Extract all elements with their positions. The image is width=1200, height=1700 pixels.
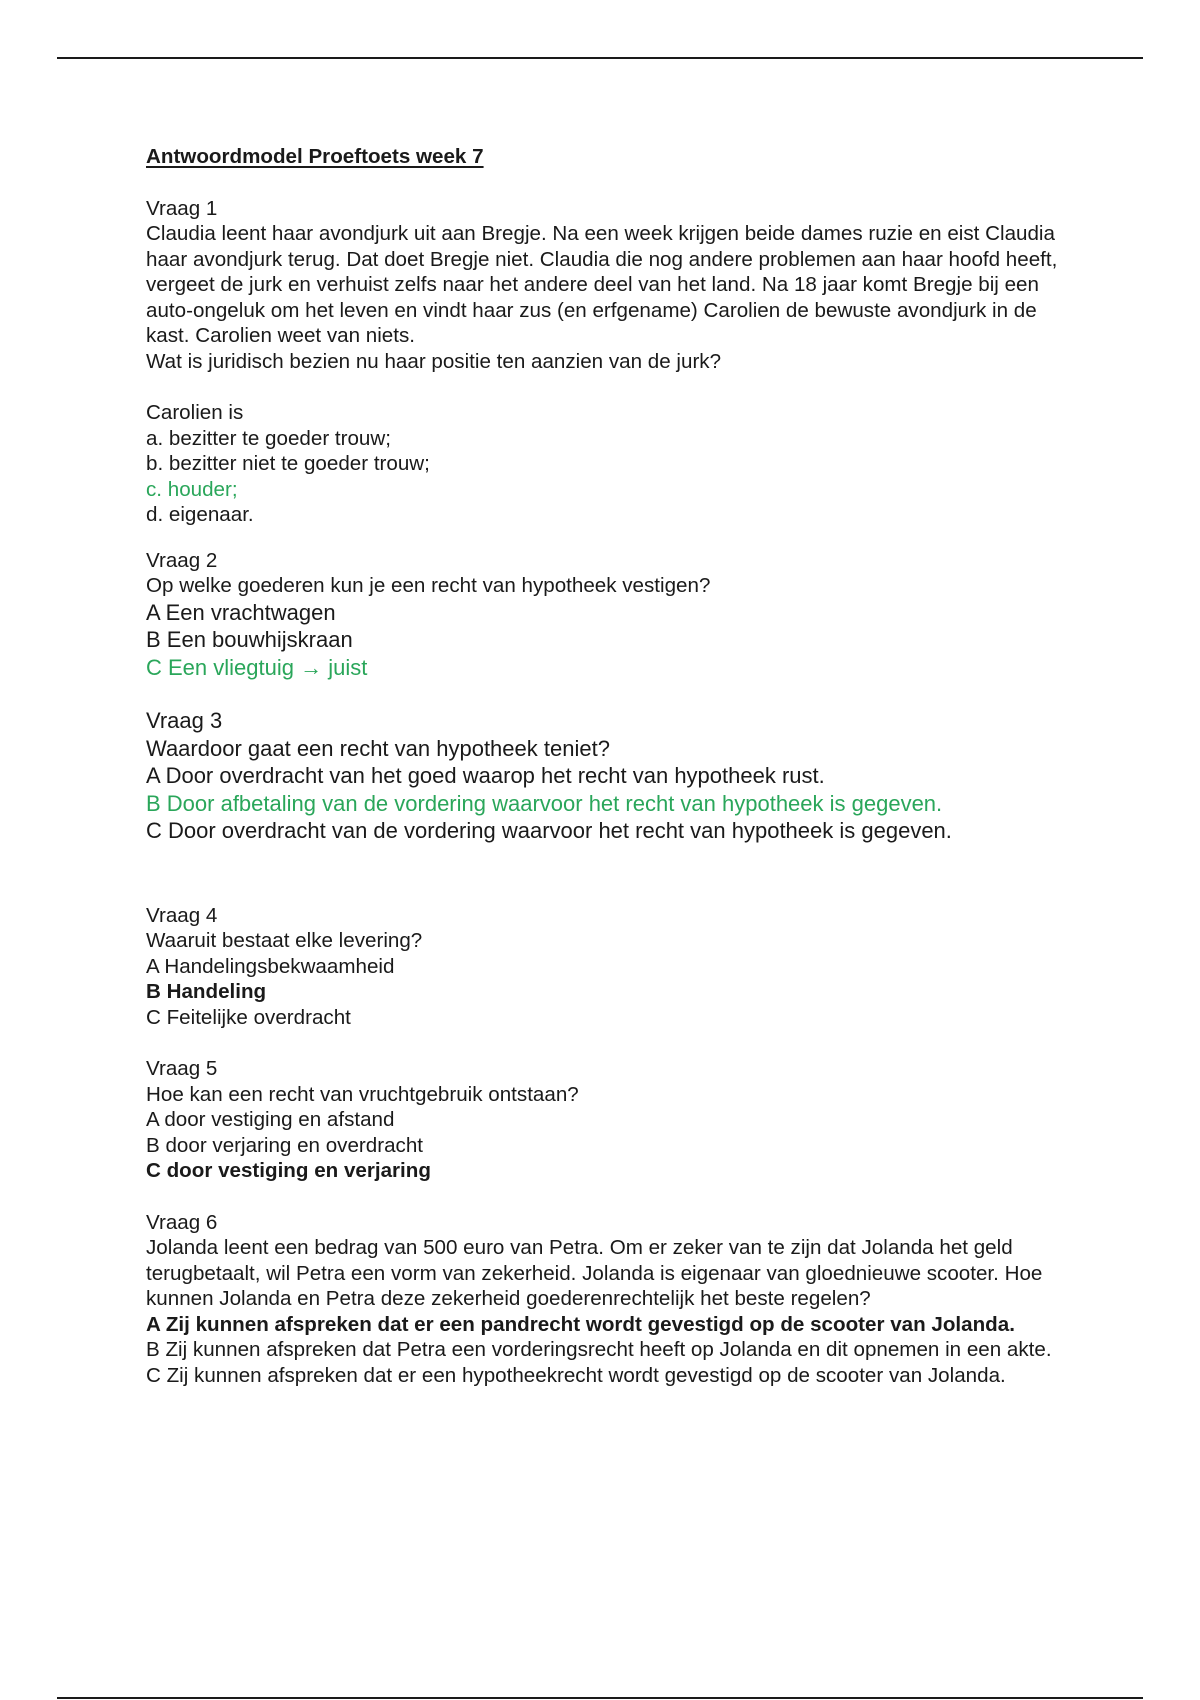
- question-3-option-c: C Door overdracht van de vordering waarvoor het recht van hypotheek is gegeven.: [146, 818, 952, 843]
- question-2-label: Vraag 2: [146, 548, 218, 572]
- question-2-option-a: A Een vrachtwagen: [146, 599, 336, 625]
- question-4: [146, 903, 1066, 1031]
- question-6-question: Jolanda leent een bedrag van 500 euro van Petra. Om er zeker van te zijn dat Jolanda het geld terugbetaalt, wil Petra een vorm van zekerheid. Jolanda is eigenaar van gloednieuwe scooter. Hoe kunnen Jolanda en Petra deze zekerheid goederenrechtelijk het beste regelen?: [146, 1236, 1043, 1310]
- question-4-option-a: A Handelingsbekwaamheid: [146, 954, 395, 978]
- question-6-option-a-correct: A Zij kunnen afspreken dat er een pandrecht wordt gevestigd op de scooter van Jolanda.: [146, 1312, 1015, 1336]
- question-4-option-c: C Feitelijke overdracht: [146, 1005, 351, 1029]
- header-rule: [57, 57, 1143, 59]
- question-2-question: Op welke goederen kun je een recht van hypotheek vestigen?: [146, 574, 711, 597]
- question-5-option-c-correct: C door vestiging en verjaring: [146, 1159, 431, 1182]
- question-1: [146, 196, 1066, 528]
- question-5-question: Hoe kan een recht van vruchtgebruik ontstaan?: [146, 1082, 579, 1106]
- question-6-label: Vraag 6: [146, 1210, 218, 1234]
- question-1-option-d: d. eigenaar.: [146, 503, 254, 526]
- question-5-label: Vraag 5: [146, 1057, 218, 1080]
- question-5-option-a: A door vestiging en afstand: [146, 1108, 395, 1131]
- question-4-label: Vraag 4: [146, 903, 218, 927]
- question-4-question: Waaruit bestaat elke levering?: [146, 929, 423, 952]
- document-title: Antwoordmodel Proeftoets week 7: [146, 145, 484, 168]
- question-3-option-a: A Door overdracht van het goed waarop het recht van hypotheek rust.: [146, 763, 825, 788]
- question-6-option-c: C Zij kunnen afspreken dat er een hypotheekrecht wordt gevestigd op de scooter van Jolanda.: [146, 1363, 1006, 1387]
- question-3: [146, 707, 1066, 845]
- question-1-option-c-correct: c. houder;: [146, 477, 238, 501]
- question-3-label: Vraag 3: [146, 708, 223, 733]
- question-1-stem: Carolien is: [146, 401, 244, 424]
- question-1-option-b: b. bezitter niet te goeder trouw;: [146, 452, 430, 475]
- question-2: [146, 548, 1066, 682]
- question-6: [146, 1210, 1066, 1389]
- question-1-label: Vraag 1: [146, 196, 218, 220]
- question-1-text: Claudia leent haar avondjurk uit aan Bregje. Na een week krijgen beide dames ruzie en eist Claudia haar avondjurk terug. Dat doet Bregje niet. Claudia die nog andere problemen aan haar hoofd heeft, vergeet de jurk en verhuist zelfs naar het andere deel van het land. Na 18 jaar komt Bregje bij een auto-ongeluk om het leven en vindt haar zus (en erfgename) Carolien de bewuste avondjurk in de kast. Carolien weet van niets.: [146, 222, 1058, 347]
- document-body: [146, 144, 1066, 1388]
- question-3-option-b-correct: B Door afbetaling van de vordering waarvoor het recht van hypotheek is gegeven.: [146, 790, 943, 816]
- question-2-option-b: B Een bouwhijskraan: [146, 627, 353, 652]
- question-6-option-b: B Zij kunnen afspreken dat Petra een vorderingsrecht heeft op Jolanda en dit opnemen in een akte.: [146, 1338, 1052, 1361]
- question-5-option-b: B door verjaring en overdracht: [146, 1133, 424, 1157]
- question-1-question: Wat is juridisch bezien nu haar positie ten aanzien van de jurk?: [146, 349, 722, 373]
- question-1-option-a: a. bezitter te goeder trouw;: [146, 426, 391, 450]
- question-3-question: Waardoor gaat een recht van hypotheek teniet?: [146, 735, 610, 761]
- question-4-option-b-correct: B Handeling: [146, 980, 267, 1003]
- question-5: [146, 1056, 1066, 1184]
- footer-rule: [57, 1697, 1143, 1699]
- question-2-option-c-correct: C Een vliegtuig → juist: [146, 654, 368, 680]
